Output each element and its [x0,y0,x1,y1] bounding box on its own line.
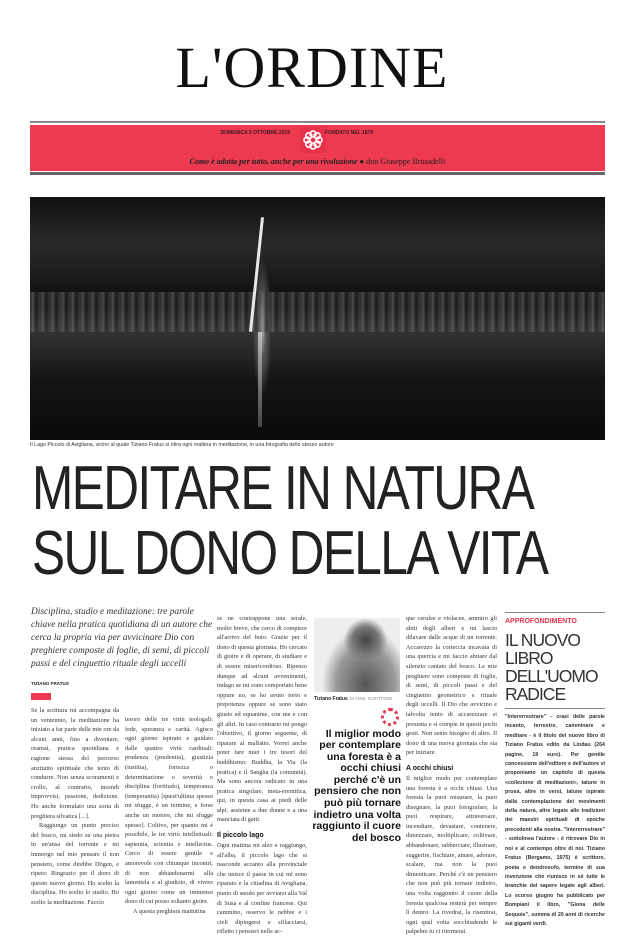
intro-standfirst: Disciplina, studio e meditazione: tre parole chiave nella pratica quotidiana di un autore che cerca la propria via per avvicinare Dio con preghiere composte di foglie, di semi, di piccoli passi e del cinguettio rituale degli uccelli [31,607,213,669]
masthead-band [30,125,605,171]
lake-photo [30,197,605,440]
quote-block [312,696,401,844]
paragraph: tesoro delle tre virtù teologali: fede, speranza e carità. Agisco ogni giorno ispirato e guidato dalle quattro virtù cardinali: prudenza (prudentia), giustizia (iustitia), fortezza o determinazione o severità o disciplina (fortitudo), temperanza (temperantia) [quest'ultima spesso mi sfugge, è un termine, e forse anche un motore, che mi sfugge spesso]. Coltivo, per quanto mi è possibile, le tre virtù intellettuali: sapientia, scientia e intellectus. Cerco di essere gentile e amorevole con chiunque incontri, di non abbandonarmi alla lamentela e al giudizio, di vivere ogni giorno come un immenso dono di cui posso soltanto gioire. [125,716,213,906]
subheading: A occhi chiusi [406,764,454,772]
article-left-block [31,606,213,916]
author-desc: 44 ANNI, SCRITTORE [349,696,393,701]
masthead-title: L'ORDINE [175,35,449,100]
pull-quote: Il miglior modo per contemplare una foresta è a occhi chiusi perché c'è un pensiero che non può più tornare indietro una volta raggiunto il cuore del bosco [312,727,401,844]
rosette-logo-icon [300,127,326,153]
sidebar-tag: APPROFONDIMENTO [505,618,577,625]
paragraph: Ogni mattina mi alzo e raggiungo, all'alba, il piccolo lago che si nasconde accanto alla provinciale che unisce il paese in cui mi sono riparato e la cittadina di Avigliana, punto di snodo per avviarsi alla Val di Susa e al confine francese. Qui cammino, osservo le nebbie e i cieli dipingersi e sfilacciarsi, rifletto i pensieri nelle ac- [217,842,307,936]
paragraph: se ne contrappone una serale, molto breve, che cerco di compiere all'arrivo del buio: Grazie per il dono di questa giornata. Ho cercato di gioire e di operare, di studiare e di essere misericordioso. Ripenso dunque ad alcuni avvenimenti, indago se mi sono comportato bene oppure no, se ho avuto torto e prepotenza oppure se sono stato giusto ed equanime, con me e con gli altri. In caso contrario mi pongo l'obiettivo, il giorno seguente, di riparare al malfatto. Vorrei anche poter fare miei i tre tesori del buddhismo: Buddha, la Via (la pratica) e il Sangha (la comunità). Ma sono ancora radicato in una pratica singolare, meta-eremitica, qui, in questa casa ai piedi delle alpi, assieme a due donne e a una manciata di gatti. [217,615,307,824]
rosette-icon [381,708,399,726]
article-column-1 [31,706,119,916]
issue-date: DOMENICA 6 OTTOBRE 2019 [220,130,290,136]
author-name: Tiziano Fratus [314,696,348,702]
paragraph: que cerulee e violacee, ammiro gli abiti degli alberi e mi lascio dilavare dalle acque di un torrente. Accarezzo la corteccia incavata di una quercia e mi faccio abitare dal silenzio cantato del bosco. Le mie preghiere sono composte di foglie, di semi, di piccoli passi e del cinguettio geometrico e rituale degli uccelli. Il Dio che avvicino e talvolta tento di accarezzare si presenta e si compie in questi pochi gesti. Non sento bisogno di altro. Il dono di una nuova giornata che sta per iniziare. [406,615,497,757]
accent-mark [31,693,51,700]
portrait-caption [312,696,401,703]
subheading: Il piccolo lago [217,832,264,840]
photo-caption: Il Lago Piccolo di Avigliana, vicino al quale Tiziano Fratus si ritira ogni mattina in meditazione, in una fotografia dello stesso autore [30,442,334,448]
founded-label: FONDATO NEL 1879 [325,130,374,136]
author-portrait [314,618,400,692]
divider [505,708,605,709]
headline-line1: MEDITARE IN NATURA [32,454,534,523]
article-column-5 [406,614,497,937]
bullet: ● [359,157,365,166]
motto-text: Como è adatta per tutto, anche per una rivoluzione [189,157,358,166]
divider [505,612,605,613]
paragraph: Se la scrittura mi accompagna da un ventennio, la meditazione ha iniziato a far parte delle mie ore da alcuni anni, fino a diventare, oramai, pratica quotidiana e ragione stessa del percorso anzitutto spirituale che tento di condurre. Non senza scoramenti e crollo, al contrario, incendi improvvisi, passione, dedizione. Ho anche formulato una sorta di preghiera silvatica [...]. [31,707,119,820]
headline-line2: SUL DONO DELLA VITA [32,519,548,588]
divider [30,121,605,123]
paragraph: Raggiungo un punto preciso del bosco, mi siedo su una pietra in un'ansa del torrente e mi immergo nel mio pensare il non pensiero, come direbbe Dōgen, e ripeto: Ringrazio per il dono di questo nuovo giorno. Ho scelto la disciplina. Ho scelto lo studio. Ho scelto la meditazione. Faccio [31,822,119,906]
divider [30,172,605,175]
article-column-3 [217,614,307,937]
paragraph: Il miglior modo per contemplare una foresta è a occhi chiusi. Una foresta la puoi misurare, la puoi disegnare, la puoi fotografare, la puoi respirare, attraversare, incendiare, devastare, contenere, dimezzare, moltiplicare, coltivare, abbandonare, rabberciare, illustrare, suggerire, fischiare, amare, adorare, scalare, ma non la puoi dimenticare. Perché c'è un pensiero che non può più tornare indietro, una volta raggiunto il cuore della foresta qualcosa resterà per sempre lì dentro. La rivedrai, la risentirai, ogni qual volta socchiudendo le palpebre tu ci ritornerai. [406,774,497,936]
paragraph: A questa preghiera mattutina [133,907,206,915]
byline: TIZIANO FRATUS [31,681,69,686]
motto-author: don Giuseppe Brusadelli [366,157,446,166]
motto [30,157,605,166]
article-column-2 [125,715,213,916]
sidebar [505,612,605,929]
sidebar-title: IL NUOVO LIBRO DELL'UOMO RADICE [505,630,598,704]
sidebar-body: "Intererrestrare" - crasi delle parole incanto, terrestre, camminare e meditare - è il titolo del nuovo libro di Tiziano Fratus edito da Lindau (264 pagine, 19 euro). Per gentile concessione dell'editore e dell'autore vi proponiamo un capitolo di questa «collezione di meditazioni», talune in prosa, altre in versi, talune ispirate dalla contemplazione dei movimenti della natura, altre legate alle tradizioni dei maestri spirituali di epoche precedenti alla nostra. "Intererrestrare" - sottolinea l'autore - è ritrovare Dio in noi e al contempo oltre di noi. Tiziano Fratus (Bergamo, 1975) è scrittore, poeta e dendrosofo, termine di sua invenzione che riunisce in sé tutte le branchie del sapere legate agli alberi. Lo scorso giugno ha pubblicato per Bompiani il libro, "Giona delle Sequoie", summa di 20 anni di ricerche sui giganti verdi. [505,714,605,927]
